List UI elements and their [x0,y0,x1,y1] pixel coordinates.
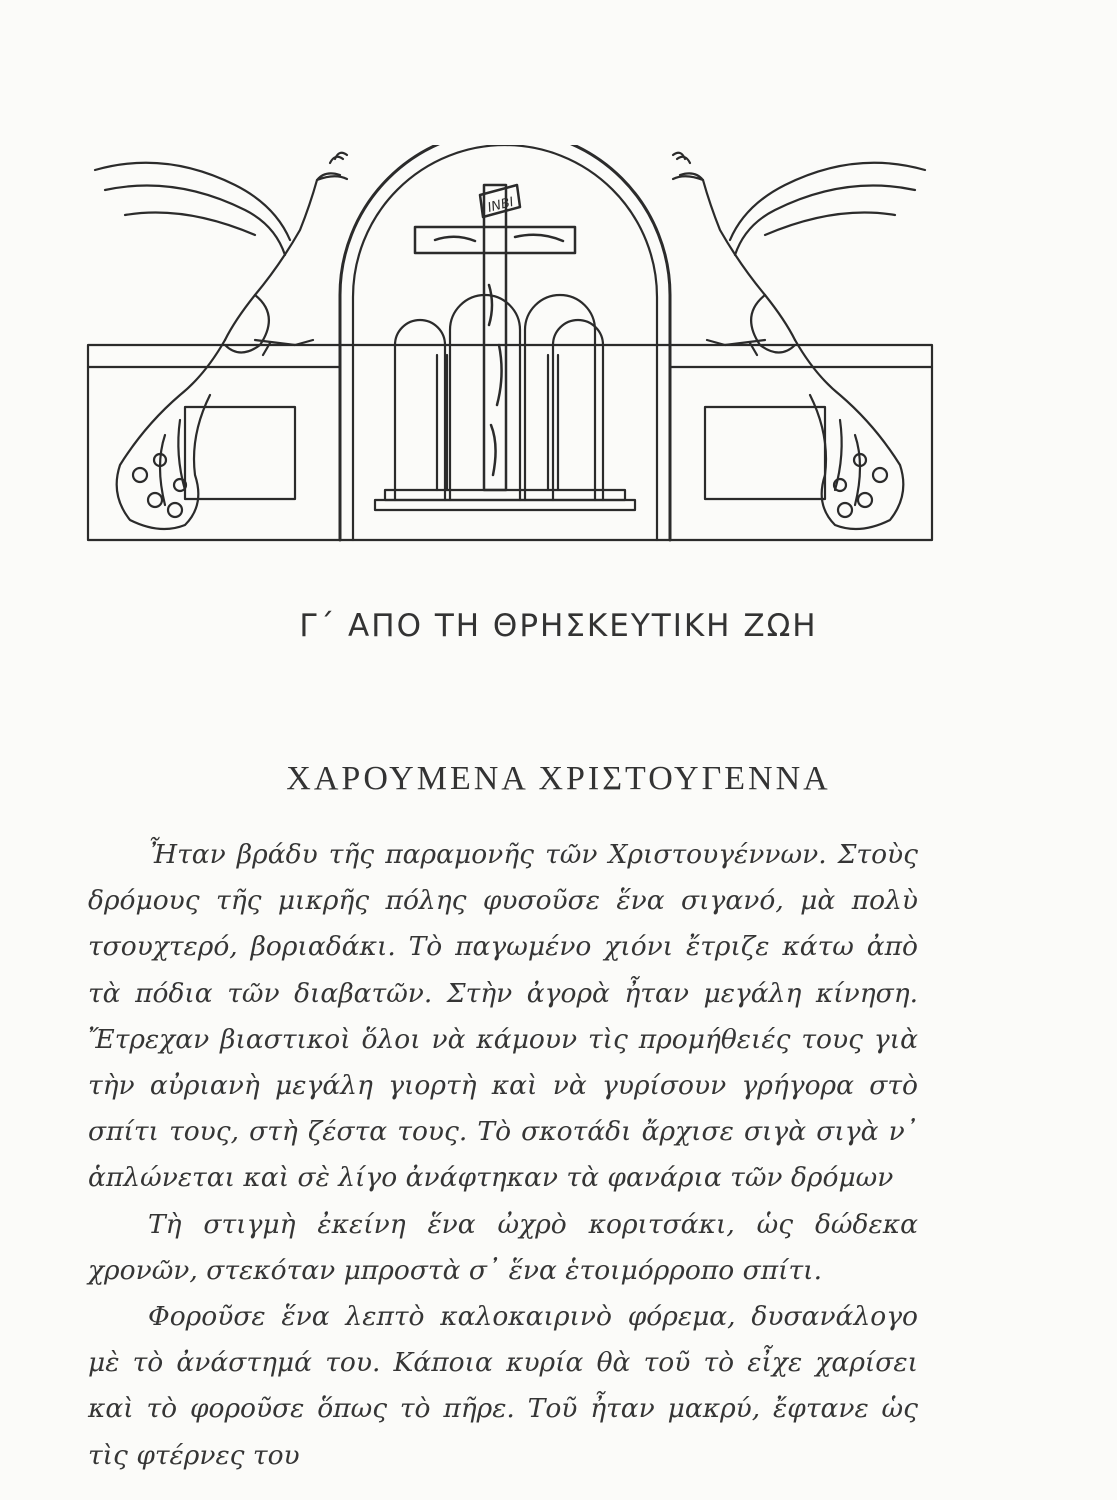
section-title: Γ΄ ΑΠΟ ΤΗ ΘΡΗΣΚΕΥΤΙΚΗ ΖΩΗ [299,608,818,644]
story-title: ΧΑΡΟΥΜΕΝΑ ΧΡΙΣΤΟΥΓΕΝΝΑ [286,760,831,797]
right-peacock [673,153,925,529]
right-panel [705,407,825,499]
paragraph: Τὴ στιγμὴ ἐκείνη ἕνα ὠχρὸ κοριτσάκι, ὡς δώδεκα χρονῶν, στεκόταν μπροστὰ σ᾿ ἕνα ἑτοιμόρροπο σπίτι. [88,1208,918,1286]
paragraph: Ἦταν βράδυ τῆς παραμονῆς τῶν Χριστουγέννων. Στοὺς δρόμους τῆς μικρῆς πόλης φυσοῦσε ἕνα σιγανό, μὰ πολὺ τσουχτερό, βοριαδάκι. Τὸ παγωμένο χιόνι ἔτριζε κάτω ἀπὸ τὰ πόδια τῶν διαβατῶν. Στὴν ἀγορὰ ἦταν μεγάλη κίνηση. Ἔτρεχαν βιαστικοὶ ὅλοι νὰ κάμουν τὶς προμήθειές τους γιὰ τὴν αὐριανὴ μεγάλη γιορτὴ καὶ νὰ γυρίσουν γρήγορα στὸ σπίτι τους, στὴ ζέστα τους. Τὸ σκοτάδι ἄρχισε σιγὰ σιγὰ ν᾿ ἁπλώνεται καὶ σὲ λίγο ἀνάφτηκαν τὰ φανάρια τῶν δρόμων [88,839,918,1194]
story-body [88,832,918,1479]
paragraph: Φοροῦσε ἕνα λεπτὸ καλοκαιρινὸ φόρεμα, δυσανάλογο μὲ τὸ ἀνάστημά του. Κάποια κυρία θὰ τοῦ τὸ εἶχε χαρίσει καὶ τὸ φοροῦσε ὅπως τὸ πῆρε. Τοῦ ἦταν μακρύ, ἔφτανε ὡς τὶς φτέρνες του [88,1301,918,1471]
cross [415,185,575,490]
cross-inscription: INBI [486,194,516,216]
left-panel [185,407,295,499]
headpiece-illustration [85,145,935,545]
left-peacock [95,153,347,529]
